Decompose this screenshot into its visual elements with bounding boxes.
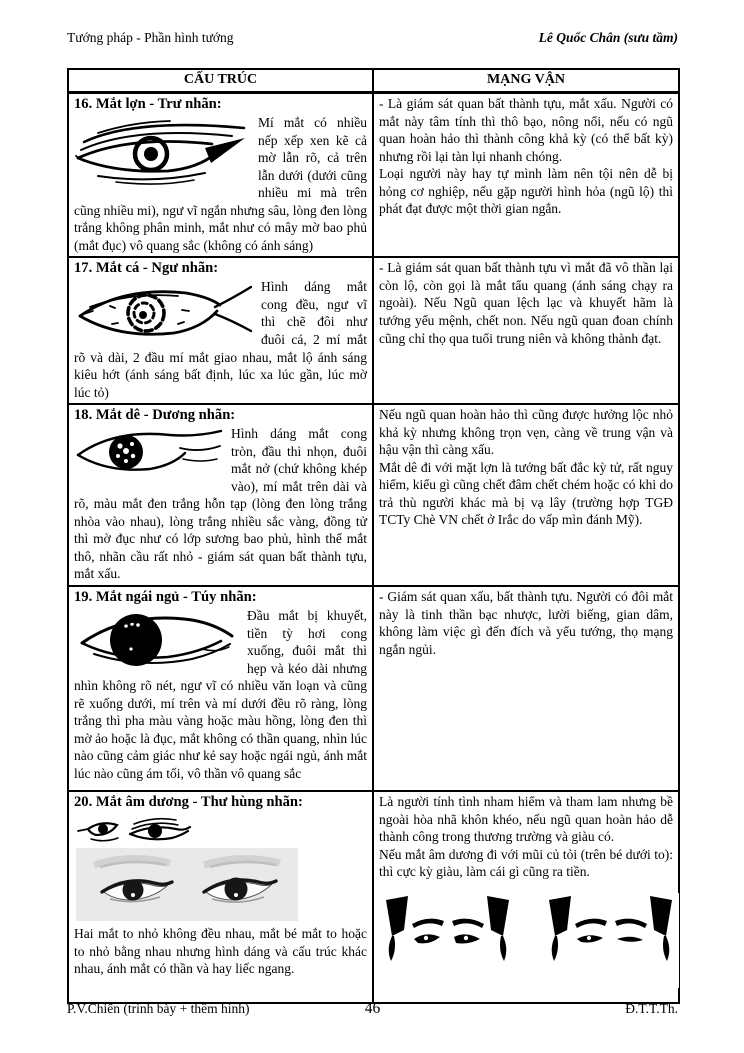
row-title-20: 20. Mắt âm dương - Thư hùng nhãn: — [74, 794, 303, 811]
fate-paragraph: Là người tính tình nham hiểm và tham lam nhưng bề ngoài hòa nhã khôn khéo, nếu ngũ quan hoàn hảo dễ thành công trong thương trường và giàu có. — [379, 794, 673, 845]
footer-right: Đ.T.T.Th. — [625, 1001, 678, 1016]
structure-cell-19 — [68, 586, 373, 791]
row-title-16: 16. Mắt lợn - Trư nhãn: — [74, 96, 222, 112]
structure-cell-18 — [68, 404, 373, 586]
fate-cell-18 — [373, 404, 679, 586]
fate-paragraph: - Là giám sát quan bất thành tựu vì mắt đã vô thần lại còn lộ, còn gọi là mắt tẩu quang (ánh sáng chạy ra ngoài). Nếu Ngũ quan lệch lạc và khuyết hãm là tướng yểu mệnh, chết non. Nếu ngũ quan đoan chính cũng chỉ thọ qua tuổi trung niên và không thành đạt. — [379, 260, 673, 346]
table-row — [68, 791, 679, 1003]
structure-text-20: Hai mắt to nhỏ không đều nhau, mắt bé mắt to hoặc to nhỏ bằng nhau nhưng hình dáng và cấu trúc khác nhau, ánh mắt có thần và hay liếc ngang. — [74, 926, 367, 977]
goat-eye-illustration — [74, 427, 224, 479]
fate-cell-19 — [373, 586, 679, 791]
fate-cell-20 — [373, 791, 679, 1003]
fate-cell-17 — [373, 257, 679, 404]
header-author: Lê Quốc Chân (sưu tầm) — [538, 30, 678, 45]
fate-paragraph: Mắt dê đi với mặt lợn là tướng bất đắc kỳ tử, rất nguy hiểm, kiểu gì cũng chết đâm chết chém hoặc có khi do trả thù người khác mà bị vạ lây (trường hợp TGĐ TCTy Chè VN chết ở Irắc do vấp mìn đánh Mỹ). — [379, 459, 673, 528]
fate-cell-16 — [373, 93, 679, 258]
row-title-19: 19. Mắt ngái ngủ - Túy nhãn: — [74, 589, 257, 606]
row-title-18: 18. Mắt dê - Dương nhãn: — [74, 407, 236, 424]
page-number: 46 — [364, 1000, 381, 1017]
fish-eye-illustration — [74, 280, 254, 346]
thresholded-eyes-photo-right — [542, 893, 679, 993]
structure-cell-20 — [68, 791, 373, 1003]
sleepy-eye-illustration — [74, 609, 240, 673]
pig-eye-illustration — [74, 116, 251, 186]
table-header-row — [68, 69, 679, 93]
table-row — [68, 257, 679, 404]
thresholded-eyes-photo-left — [379, 893, 516, 993]
table-row — [68, 93, 679, 258]
row-title-17: 17. Mắt cá - Ngư nhãn: — [74, 260, 219, 277]
fate-paragraph: - Giám sát quan xấu, bất thành tựu. Người có đôi mắt này là tinh thần bạc nhược, lười biếng, gian dâm, không làm việc gì đến đích và yểu tướng, thọ mạng ngắn ngủi. — [379, 589, 673, 657]
fate-paragraph: Nếu ngũ quan hoàn hảo thì cũng được hưởng lộc nhỏ khả kỳ nhưng không trọn vẹn, càng về trung vận và hậu vận thì càng xấu. — [379, 407, 673, 458]
structure-cell-17 — [68, 257, 373, 404]
structure-text-16: Mí mắt có nhiều nếp xếp xen kẽ cả mờ lẫn rõ, cả trên lẫn dưới (dưới cũng nhiều mi mà trên cũng nhiều mi), ngư vĩ ngắn nhưng sâu, lòng đen lòng trắng không phân minh, mắt như có mây mờ bao phủ (mắt đục) vô quang sắc (không có ánh sáng) — [74, 114, 367, 253]
eye-types-table — [67, 68, 680, 1004]
page-header — [67, 30, 678, 46]
column-header-structure: CẤU TRÚC — [68, 69, 373, 93]
table-row — [68, 404, 679, 586]
header-title: Tướng pháp - Phần hình tướng — [67, 30, 234, 45]
thresholded-eyes-photos — [379, 893, 673, 993]
structure-text-17: Hình dáng mắt cong đều, ngư vĩ thì chẽ đôi như đuôi cá, 2 mí mắt rõ và dài, 2 đầu mí mắt giao nhau, mắt lộ ánh sáng kiêu hớt (ánh sáng bất định, lúc xa lúc gần, lúc mờ lúc tỏ) — [74, 279, 367, 400]
fate-paragraph: - Là giám sát quan bất thành tựu, mắt xấu. Người có mắt này tâm tính thì thô bạo, nông nổi, nếu có ngũ quan hoàn hảo thì thành công khả kỳ (có thể bất kỳ) nhưng rồi lại tàn lụi nhanh chóng. — [379, 96, 673, 164]
column-header-fate: MẠNG VẬN — [373, 69, 679, 93]
structure-cell-16 — [68, 93, 373, 258]
realistic-eyes-grayscale-illustration — [76, 848, 367, 921]
footer-left: P.V.Chiến (trình bày + thêm hình) — [67, 1001, 250, 1016]
page-footer — [67, 1000, 678, 1018]
fate-paragraph: Loại người này hay tự mình làm nên tội nên dễ bị hỏng cơ nghiệp, nếu gặp người hình hỏa (ngũ lộ) thì phát đạt được một thời gian ngắn. — [379, 166, 673, 217]
uneven-eyes-sketch-illustration — [76, 816, 367, 844]
structure-text-18: Hình dáng mắt cong tròn, đầu thì nhọn, đuôi mắt nở (chứ không khép vào), mí mắt trên dài và rõ, màu mắt đen trắng hỗn tạp (lòng đen lòng trắng nhòa vào nhau), lòng trắng nhiều sắc vàng, đồng tử thì mờ đục như có lớp sương bao phủ, hình thể mắt thô, nhãn cầu rất nhỏ - giám sát quan bất thành tựu, mắt xấu. — [74, 426, 367, 582]
fate-paragraph: Nếu mắt âm dương đi với mũi củ tỏi (trên bé dưới to): thì cực kỳ giàu, làm cái gì cũng ra tiền. — [379, 846, 673, 880]
table-row — [68, 586, 679, 791]
structure-text-19: Đầu mắt bị khuyết, tiền tỳ hơi cong xuống, đuôi mắt thì hẹp và kéo dài nhưng nhìn không rõ nét, ngư vĩ có nhiều văn loạn và cũng rẽ xuống dưới, mí trên và mí dưới đều rõ ràng, lòng trắng thì pha màu vàng hoặc màu hồng, lòng đen thì mờ ảo hoặc là đục, mắt không có thần quang, nhìn lúc nào cũng cảm giác như kẻ say hoặc ngái ngủ, ánh mắt lúc nào cũng ám tối, vô thần vô quang sắc — [74, 608, 367, 782]
